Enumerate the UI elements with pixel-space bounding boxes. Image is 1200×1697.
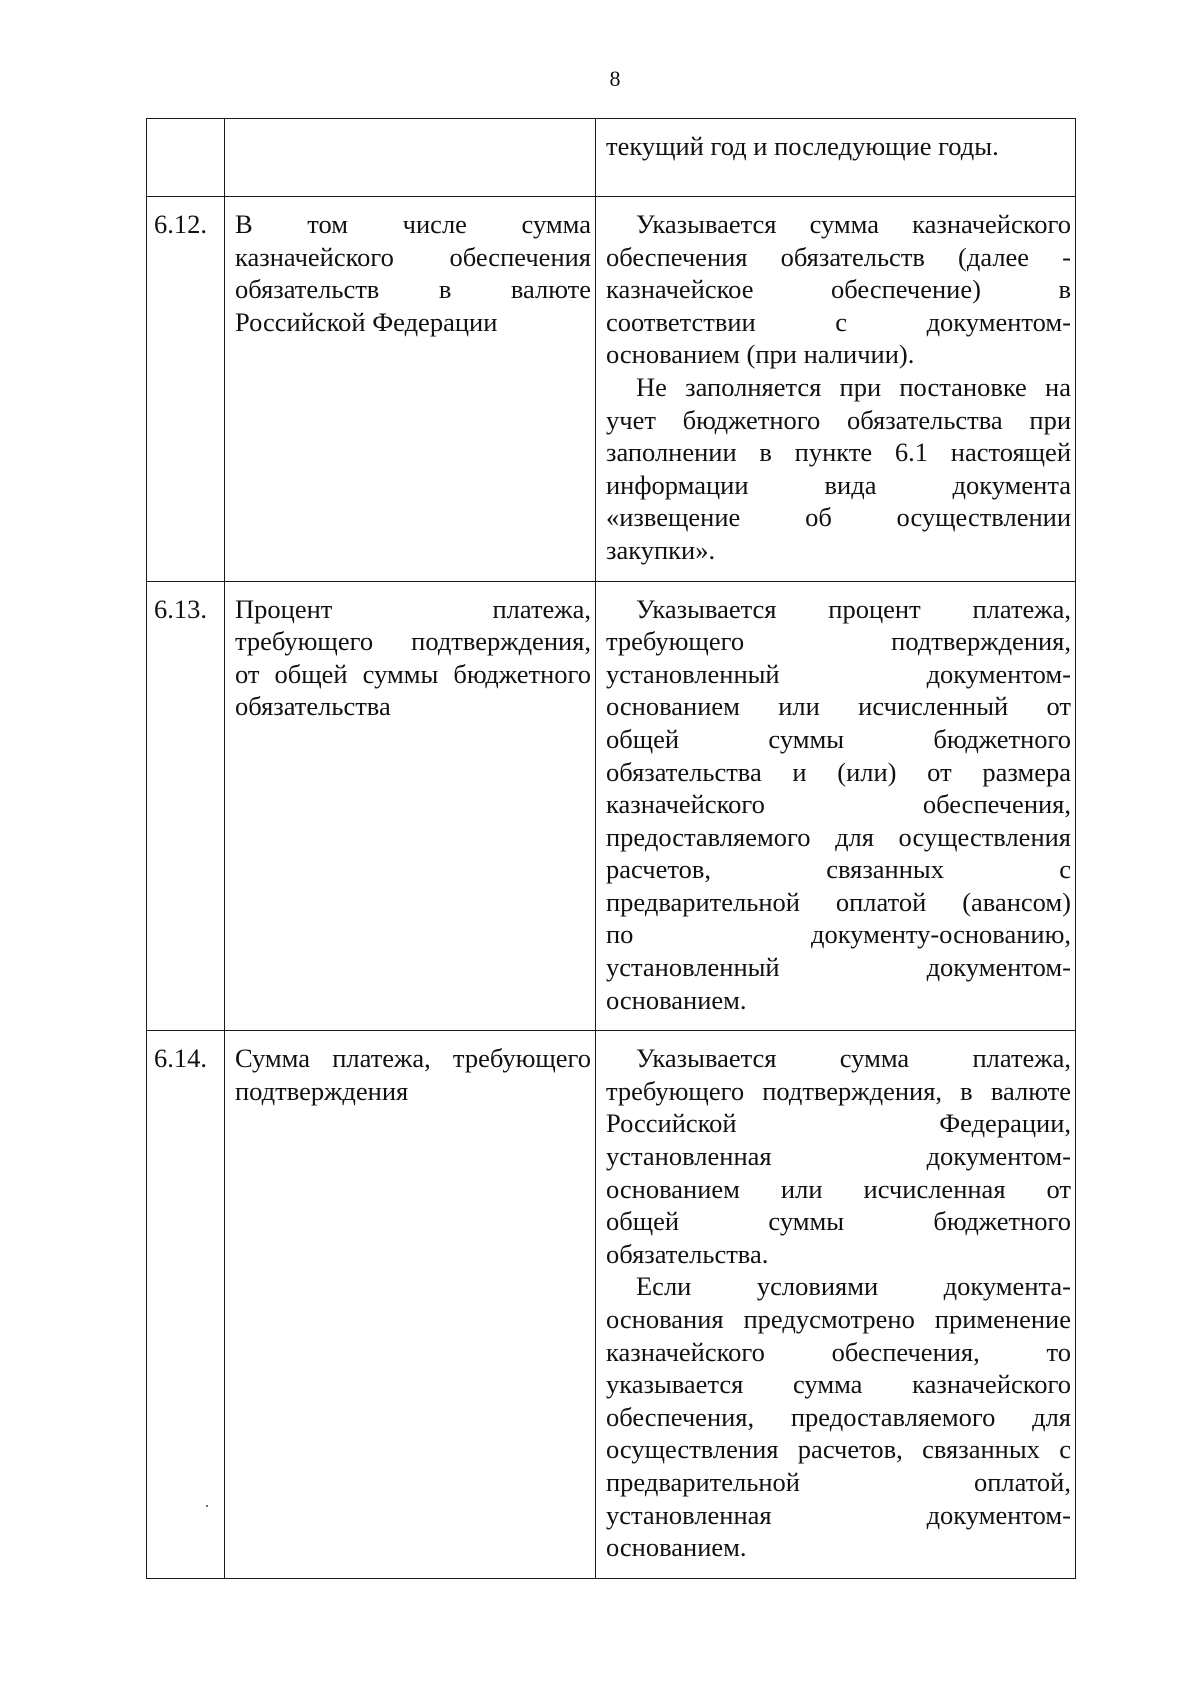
item-number-cell: 6.14. [147,1031,225,1579]
description-line: Если условиями документа- [636,1271,1071,1302]
description-line: соответствии с документом- [606,306,1071,337]
item-name-cell [225,581,596,1031]
description-line: предварительной оплатой (авансом) [606,886,1071,917]
description-line: учет бюджетного обязательства при [606,404,1071,435]
item-name-line: В том числе сумма [235,209,591,239]
description-line: по документу-основанию, [606,919,1071,950]
table-row [147,581,1076,1031]
description-paragraph [606,208,1071,371]
description-line: Не заполняется при постановке на [636,371,1071,402]
item-name-line: подтверждения [235,1075,409,1106]
description-line: общей суммы бюджетного [606,1206,1071,1237]
item-description-cell [596,1031,1076,1579]
description-line: основанием (при наличии). [606,339,915,370]
description-line: закупки». [606,534,716,565]
description-line: общей суммы бюджетного [606,723,1071,754]
description-line: «извещение об осуществлении [606,502,1071,533]
description-paragraph [606,130,1071,163]
description-line: требующего подтверждения, [606,626,1071,657]
description-line: основанием. [606,1532,747,1563]
description-line: обеспечения, предоставляемого для [606,1401,1071,1432]
description-paragraph [606,1042,1071,1270]
table-row [147,197,1076,582]
description-line: заполнении в пункте 6.1 настоящей [606,437,1071,468]
description-line: Указывается сумма казначейского [636,209,1071,239]
description-line: требующего подтверждения, в валюте [606,1075,1071,1106]
description-line: Российской Федерации, [606,1108,1071,1139]
description-line: казначейского обеспечения, [606,789,1071,820]
description-line: установленная документом- [606,1499,1071,1530]
description-line: осуществления расчетов, связанных с [606,1434,1071,1465]
item-description-cell [596,581,1076,1031]
description-paragraph [606,1270,1071,1563]
description-line: казначейского обеспечения, то [606,1336,1071,1367]
description-line: текущий год и последующие годы. [606,131,999,161]
item-name-cell [225,119,596,197]
description-line: Указывается сумма платежа, [636,1043,1071,1074]
table-row [147,119,1076,197]
item-number-cell: 6.12. [147,197,225,582]
description-line: Указывается процент платежа, [636,593,1071,624]
item-name-line: обязательства [235,691,391,722]
description-paragraph [606,593,1071,1017]
description-line: основанием или исчисленный от [606,691,1071,722]
description-line: установленный документом- [606,952,1071,983]
description-line: основанием. [606,984,747,1015]
description-line: обязательства и (или) от размера [606,756,1071,787]
description-line: основанием или исчисленная от [606,1173,1071,1204]
item-description-cell [596,197,1076,582]
item-name-line: казначейского обеспечения [235,241,591,272]
description-line: предоставляемого для осуществления [606,821,1071,852]
description-line: установленный документом- [606,658,1071,689]
item-name-line: требующего подтверждения, [235,626,591,657]
description-line: обеспечения обязательств (далее - [606,241,1071,272]
description-paragraph [606,371,1071,567]
item-name-line: обязательств в валюте [235,274,591,305]
description-line: указывается сумма казначейского [606,1369,1071,1400]
item-name-line: Процент платежа, [235,593,591,624]
item-name-line: Сумма платежа, требующего [235,1043,591,1074]
item-description-cell [596,119,1076,197]
item-name-line: Российской Федерации [235,306,498,337]
description-line: установленная документом- [606,1141,1071,1172]
item-number-cell [147,119,225,197]
item-name-line: от общей суммы бюджетного [235,658,591,689]
description-line: расчетов, связанных с [606,854,1071,885]
description-line: информации вида документа [606,469,1071,500]
table-row [147,1031,1076,1579]
description-line: предварительной оплатой, [606,1466,1071,1497]
scan-artifact [206,1505,208,1507]
description-line: основания предусмотрено применение [606,1304,1071,1334]
description-line: казначейское обеспечение) в [606,274,1071,305]
item-name-cell [225,1031,596,1579]
description-line: обязательства. [606,1238,769,1269]
page-number: 8 [609,66,621,91]
item-name-cell [225,197,596,582]
item-number-cell: 6.13. [147,581,225,1031]
requisites-table [146,118,1076,1579]
